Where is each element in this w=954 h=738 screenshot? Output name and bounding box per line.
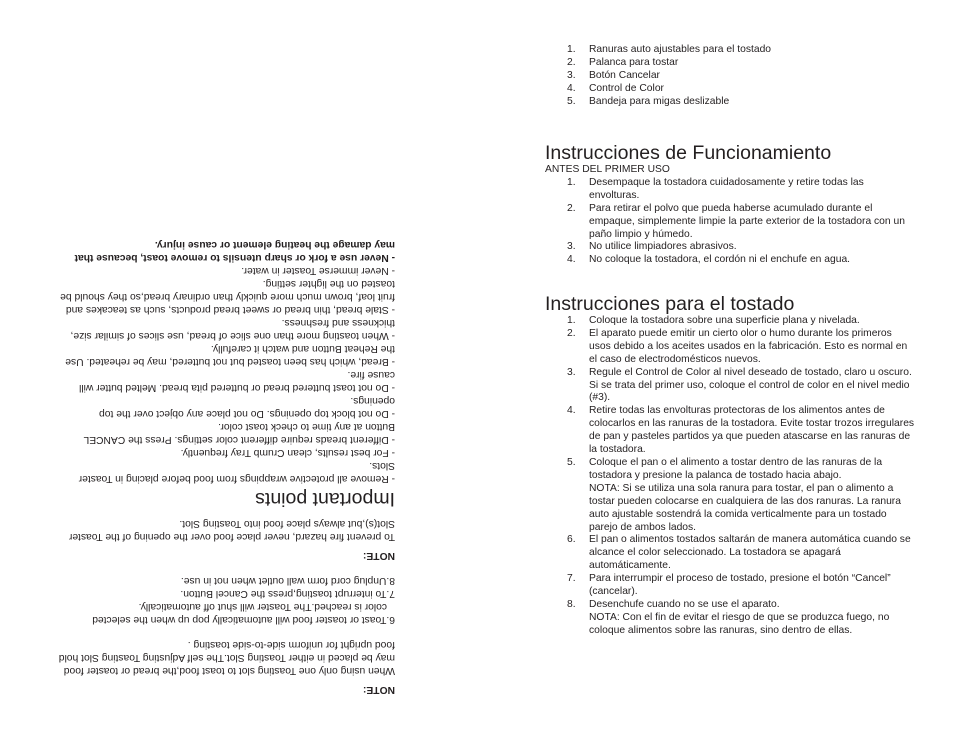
operating-list [545,177,915,267]
step-7: 7.To interrupt toasting,press the Cancel Button. [180,588,395,599]
part-item [545,57,915,70]
important-list [55,264,395,485]
list-number: 4. [567,405,576,417]
list-number: 4. [567,254,576,266]
important-item: - Do not block top openings. Do not place any object over the top openings. [99,395,395,419]
list-text: Retire todas las envolturas protectoras de los alimentos antes de colocarlos en las ranuras de la tostadora. Evite tostar trozos irregulares de pan y pasteles partidos ya que pueden atascarse en las ranuras de la tostadora. [589,405,915,456]
list-number: 8. [567,598,576,610]
list-number: 7. [567,573,576,585]
operating-title: Instrucciones de Funcionamiento [545,142,832,164]
list-text: Para interrumpir el proceso de tostado, presione el botón “Cancel” (cancelar). [589,573,891,598]
warning-text: - Never use a fork or sharp utensils to remove toast, because that may damage the heating element or cause injury. [74,239,395,263]
spanish-page [545,44,915,636]
list-text: El aparato puede emitir un cierto olor o humo durante los primeros usos debido a los aceites usados en la fabricación. Esto es normal en el caso de electrodomésticos nuevos. [589,327,908,365]
list-text: Coloque la tostadora sobre una superficie plana y nivelada. [589,315,860,326]
operating-step [545,177,915,203]
toasting-list [545,315,915,638]
toasting-title: Instrucciones para el tostado [545,293,795,315]
operating-step [545,241,915,254]
list-text: Coloque el pan o el alimento a tostar dentro de las ranuras de la tostadora y presione la palanca de tostado hacia abajo. NOTA: Si se utiliza una sola ranura para tostar, el pan o alimento a tostar pueden colocarse en cualquiera de las dos ranuras. La ranura auto ajustable sostendrá la comida verticalmente para un tostado parejo de ambos lados. [589,456,901,533]
important-item: - Do not toast buttered bread or buttered pita bread. Melted butter will cause fire. [79,369,395,393]
list-number: 1. [567,176,576,188]
note-label: NOTE: [362,550,395,561]
list-number: 2. [567,202,576,214]
list-text: No utilice limpiadores abrasivos. [589,241,737,253]
list-number: 2. [567,327,576,339]
toasting-step [545,367,915,406]
list-text: No coloque la tostadora, el cordón ni el enchufe en agua. [589,254,851,266]
operating-subtitle: ANTES DEL PRIMER USO [545,164,670,175]
note-label: NOTE: [362,684,395,695]
list-number: 2. [567,56,576,68]
list-text: Ranuras auto ajustables para el tostado [589,44,772,55]
list-number: 3. [567,241,576,253]
list-number: 6. [567,534,576,546]
important-item: - When toasting more than one slice of bread, use slices of similar size, thickness and freshness. [70,317,395,341]
list-text: Palanca para tostar [589,56,679,68]
toasting-step [545,599,915,638]
toasting-section [545,293,915,638]
part-item [545,83,915,96]
toasting-step [545,573,915,599]
important-item: - Bread, which has been toasted but not buttered, may be reheated. Use the Reheat Button and watch it carefully. [65,343,395,367]
list-number: 5. [567,95,576,107]
toasting-step [545,534,915,573]
important-item: - Remove all protective wrappings from food before placing in Toaster Slots. [78,460,395,484]
list-text: Bandeja para migas deslizable [589,95,730,107]
list-number: 3. [567,69,576,81]
toasting-step [545,457,915,534]
operating-step [545,254,915,267]
toasting-step [545,405,915,457]
step-8: 8.Unplug cord form wall outlet when not in use. [180,575,395,586]
list-text: Botón Cancelar [589,69,660,81]
important-item: - Stale bread, thin bread or sweet bread products, such as teacakes and fruit loaf, brown much more quickly than ordinary bread,so they should be toasted on the lighter setting. [60,278,395,315]
step-6-cont: color is reached.The Toaster will shut off automatically. [138,601,387,612]
important-item: - Different breads require different color settings. Press the CANCEL Button at any time to check toast color. [83,421,395,445]
parts-list [545,44,915,109]
list-number: 5. [567,456,576,468]
list-number: 3. [567,366,576,378]
list-text: Para retirar el polvo que pueda haberse acumulado durante el empaque, simplemente limpie la parte exterior de la tostadora con un paño limpio y húmedo. [589,202,905,240]
list-number: 1. [567,44,576,55]
toasting-step [545,315,915,328]
note-text: To prevent fire hazard, never place food over the opening of the Toaster Slot(s),but always place food into Toasting Slot. [68,518,395,542]
important-item: - For best results, clean Crumb Tray frequently. [180,447,395,458]
list-text: Desenchufe cuando no se use el aparato. NOTA: Con el fin de evitar el riesgo de que se produzca fuego, no coloque alimentos sobre las ranuras, sino dentro de ellas. [589,598,890,636]
operating-section [545,142,915,267]
part-item [545,44,915,57]
list-text: El pan o alimentos tostados saltarán de manera automática cuando se alcance el color seleccionado. La tostadora se apagará automáticamente. [589,534,911,572]
toasting-step [545,328,915,367]
list-number: 4. [567,82,576,94]
important-title: Important points [255,488,395,510]
step-6: 6.Toast or toaster food will automatically pop up when the selected [92,614,395,625]
english-page-upside-down [55,196,395,696]
part-item [545,96,915,109]
note-text: When using only one Toasting slot to toast food,the bread or toaster food may be placed in either Toasting Slot.The self Adjusting Toasting Slot hold food upright for uniform side-to-side toasting . [58,639,395,676]
list-number: 1. [567,315,576,326]
part-item [545,70,915,83]
list-text: Desempaque la tostadora cuidadosamente y retire todas las envolturas. [589,176,864,201]
operating-step [545,203,915,242]
list-text: Control de Color [589,82,664,94]
list-text: Regule el Control de Color al nivel deseado de tostado, claro u oscuro. Si se trata del primer uso, coloque el control de color en el nivel medio (#3). [589,366,912,404]
important-item: - Never immerse Toaster in water. [241,265,395,276]
